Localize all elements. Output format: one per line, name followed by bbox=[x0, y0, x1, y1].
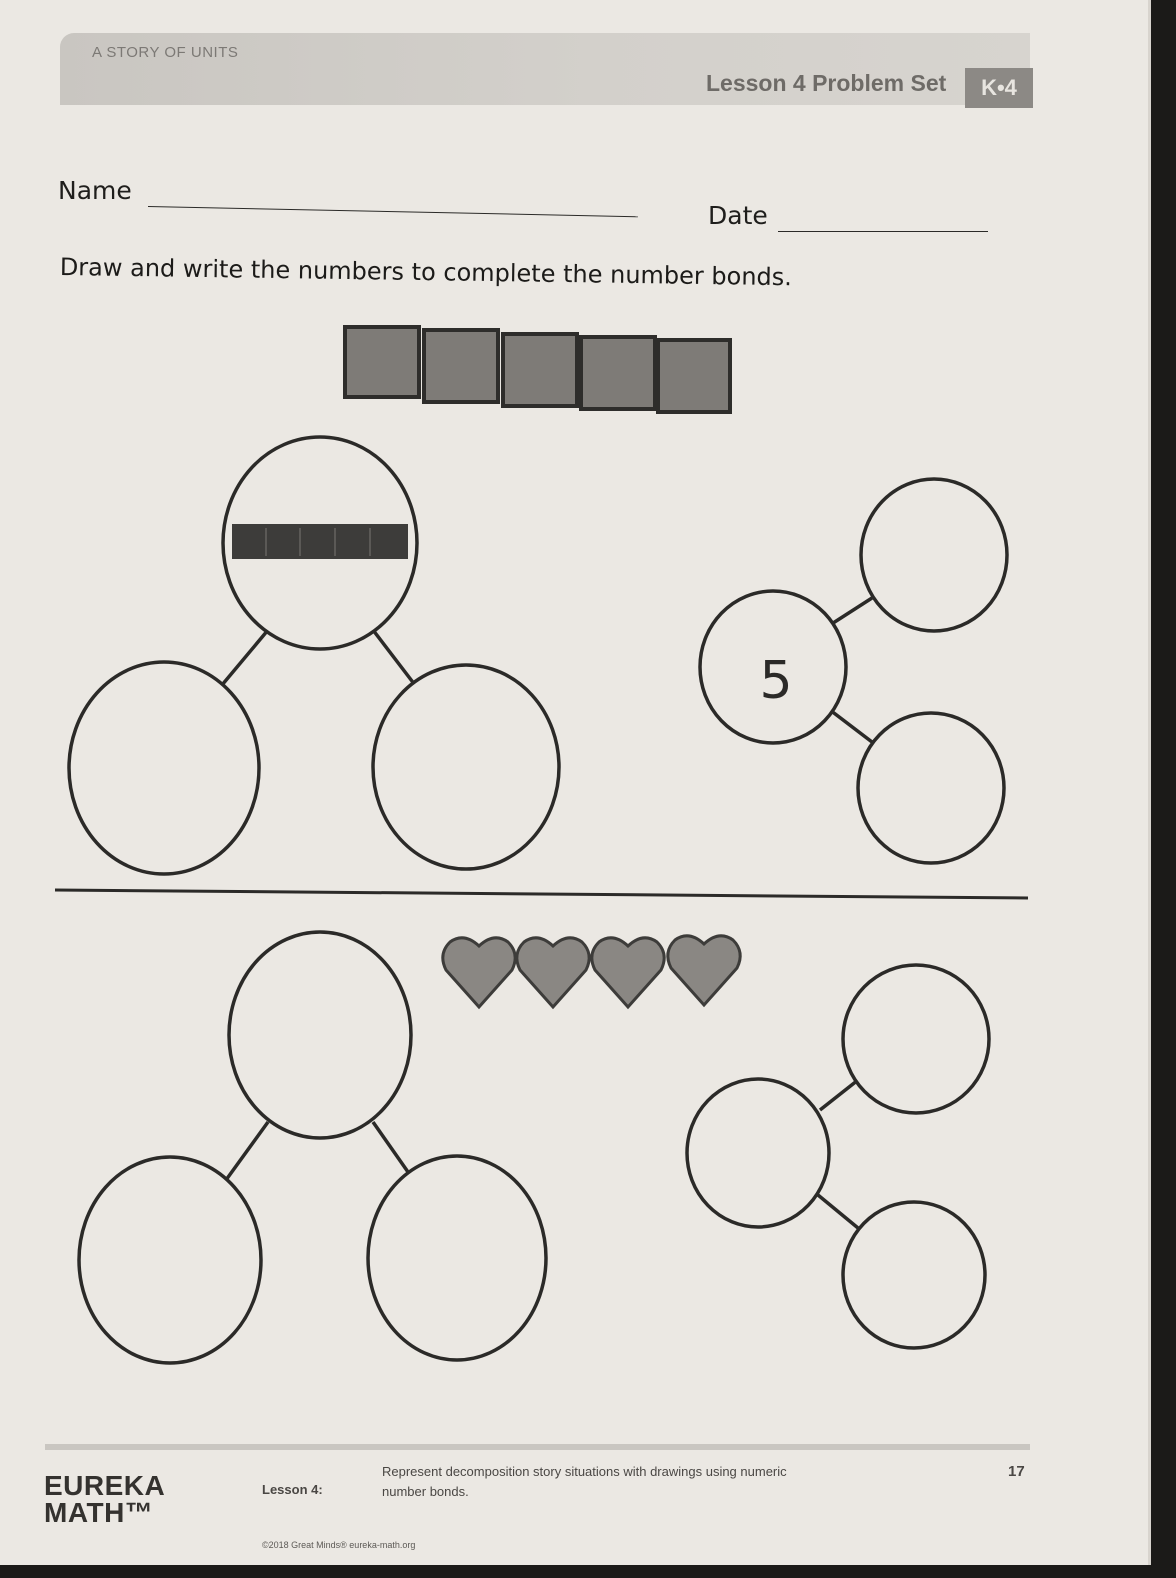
cube-1 bbox=[345, 327, 419, 397]
logo-line-1: EUREKA bbox=[44, 1470, 166, 1501]
logo-line-2: MATH™ bbox=[44, 1497, 154, 1528]
section-divider bbox=[55, 890, 1028, 898]
footer-lesson-label: Lesson 4: bbox=[262, 1482, 323, 1497]
footer-rule bbox=[45, 1444, 1030, 1450]
series-title: A STORY OF UNITS bbox=[92, 44, 239, 61]
part-circle-left bbox=[79, 1157, 261, 1363]
part-circle-right bbox=[373, 665, 559, 869]
eureka-math-logo bbox=[44, 1472, 165, 1526]
cube-5 bbox=[658, 340, 730, 412]
cube-3 bbox=[503, 334, 577, 406]
cube-4 bbox=[581, 337, 655, 409]
number-bond-top-right bbox=[700, 479, 1007, 863]
date-label: Date bbox=[708, 201, 768, 230]
part-circle-bottom bbox=[843, 1202, 985, 1348]
heart-4 bbox=[668, 936, 740, 1005]
lesson-title: Lesson 4 Problem Set bbox=[706, 70, 947, 96]
instructions: Draw and write the numbers to complete the number bonds. bbox=[59, 253, 793, 292]
name-label: Name bbox=[58, 176, 132, 205]
cube-2 bbox=[424, 330, 498, 402]
grade-module-badge: K•4 bbox=[965, 68, 1033, 108]
heart-3 bbox=[592, 938, 664, 1007]
cube-stick bbox=[345, 327, 730, 412]
part-circle-top bbox=[843, 965, 989, 1113]
copyright: ©2018 Great Minds® eureka-math.org bbox=[262, 1540, 416, 1550]
page-number: 17 bbox=[1008, 1463, 1025, 1480]
part-circle-bottom bbox=[858, 713, 1004, 863]
whole-circle bbox=[229, 932, 411, 1138]
whole-number-5: 5 bbox=[759, 651, 793, 711]
mini-cube-stick bbox=[232, 524, 408, 559]
part-circle-right bbox=[368, 1156, 546, 1360]
part-circle-left bbox=[69, 662, 259, 874]
number-bond-top-left bbox=[69, 437, 559, 874]
footer-description: Represent decomposition story situations with drawings using numeric number bonds. bbox=[382, 1464, 787, 1499]
heart-2 bbox=[517, 938, 589, 1007]
number-bond-bottom-right bbox=[687, 965, 989, 1348]
whole-circle bbox=[687, 1079, 829, 1227]
part-circle-top bbox=[861, 479, 1007, 631]
heart-1 bbox=[443, 938, 515, 1007]
heart-group bbox=[443, 936, 740, 1007]
